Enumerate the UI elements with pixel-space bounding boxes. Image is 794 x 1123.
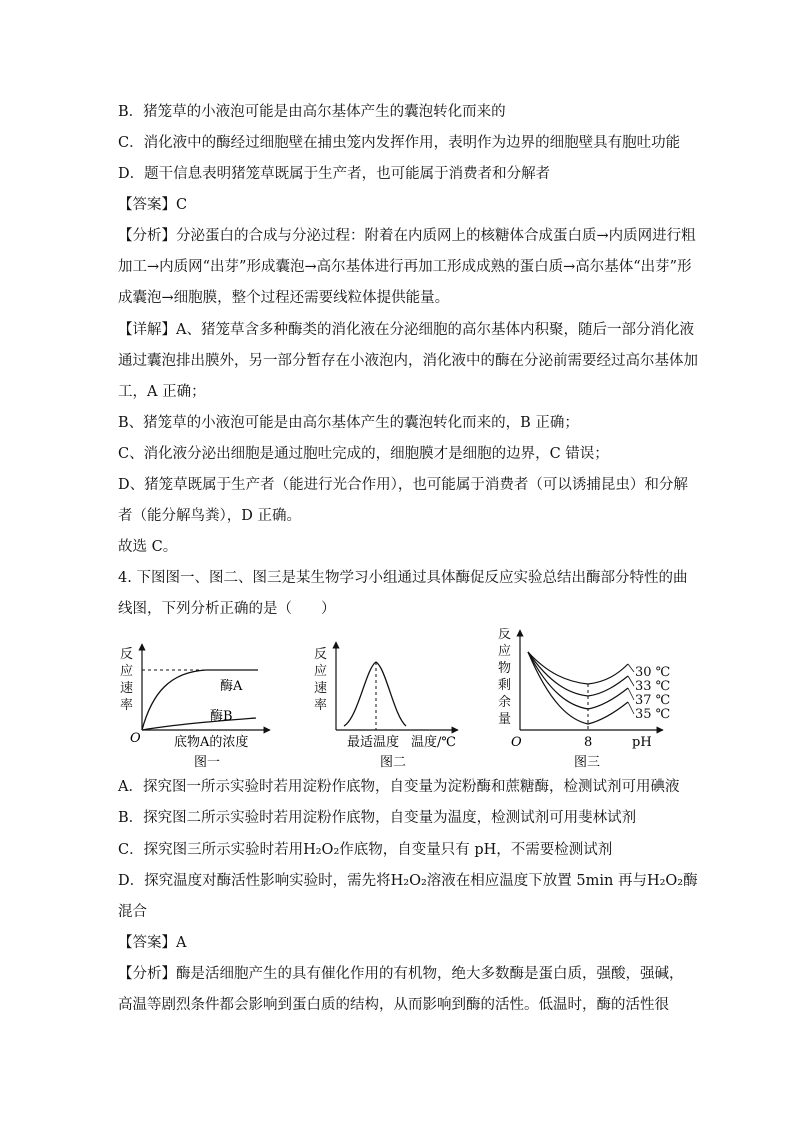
fig2-ylabel-3: 速 — [314, 681, 328, 696]
fig3-caption: 图三 — [574, 755, 601, 770]
fig3-temp-37: 37 ℃ — [635, 693, 671, 708]
analysis-prev-2: 加工→内质网“出芽”形成囊泡→高尔基体进行再加工形成成熟的蛋白质→高尔基体“出芽”形 — [118, 259, 692, 275]
fig1-xlabel: 底物A的浓度 — [174, 735, 249, 750]
detail-prev-4: B、猪笼草的小液泡可能是由高尔基体产生的囊泡转化而来的，B 正确； — [118, 415, 579, 431]
detail-prev-3: 工，A 正确； — [118, 384, 206, 400]
analysis-1: 【分析】酶是活细胞产生的具有催化作用的有机物，绝大多数酶是蛋白质，强酸，强碱， — [118, 966, 684, 982]
fig1-ylabel-3: 速 — [120, 681, 134, 696]
fig2-ylabel-4: 率 — [314, 698, 328, 713]
fig3-leader-35 — [628, 702, 634, 714]
fig3-leader-33 — [628, 676, 634, 686]
fig3-ylabel-3: 物 — [498, 661, 512, 676]
fig1-label-a: 酶A — [220, 679, 243, 694]
detail-prev-8: 故选 C。 — [118, 539, 178, 555]
figure-3 — [498, 628, 670, 770]
figure-row — [118, 628, 678, 778]
fig3-ylabel-5: 余 — [498, 695, 512, 710]
answer: 【答案】A — [118, 935, 187, 951]
detail-prev-1: 【详解】A、猪笼草含多种酶类的消化液在分泌细胞的高尔基体内积聚，随后一部分消化液 — [118, 322, 694, 338]
fig3-xtick: 8 — [584, 735, 593, 750]
fig3-leader-30 — [628, 664, 634, 672]
fig1-label-b: 酶B — [210, 709, 233, 724]
detail-prev-5: C、消化液分泌出细胞是通过胞吐完成的，细胞膜才是细胞的边界，C 错误； — [118, 446, 609, 462]
analysis-2: 高温等剧烈条件都会影响到蛋白质的结构，从而影响到酶的活性。低温时，酶的活性很 — [118, 997, 669, 1013]
fig3-ylabel-2: 应 — [498, 644, 512, 659]
fig2-ylabel-2: 应 — [314, 664, 328, 679]
fig1-origin: O — [130, 731, 141, 746]
fig3-ylabel-1: 反 — [498, 628, 512, 642]
detail-prev-7: 者（能分解鸟粪），D 正确。 — [118, 508, 301, 524]
fig3-temp-33: 33 ℃ — [635, 679, 671, 694]
fig3-curve-30 — [528, 652, 628, 684]
figure-1 — [120, 644, 270, 770]
fig1-ylabel-2: 应 — [120, 664, 134, 679]
figure-2 — [314, 642, 458, 770]
analysis-prev-1: 【分析】分泌蛋白的合成与分泌过程：附着在内质网上的核糖体合成蛋白质→内质网进行粗 — [118, 228, 696, 244]
answer-prev: 【答案】C — [118, 197, 188, 213]
fig3-curve-33 — [528, 652, 628, 696]
fig1-ylabel-1: 反 — [120, 647, 134, 662]
fig3-ylabel-4: 剩 — [498, 678, 512, 693]
fig3-curve-37 — [528, 652, 628, 709]
opt-d-prev: D．题干信息表明猪笼草既属于生产者，也可能属于消费者和分解者 — [118, 166, 551, 182]
option-c: C．探究图三所示实验时若用H₂O₂作底物，自变量只有 pH，不需要检测试剂 — [118, 842, 613, 858]
option-a: A．探究图一所示实验时若用淀粉作底物，自变量为淀粉酶和蔗糖酶，检测试剂可用碘液 — [118, 779, 680, 795]
fig3-origin: O — [511, 735, 522, 750]
fig1-caption: 图一 — [194, 755, 221, 770]
fig3-ylabel-6: 量 — [498, 712, 512, 727]
q4-stem-2: 线图，下列分析正确的是（ ） — [118, 601, 336, 617]
detail-prev-6: D、猪笼草既属于生产者（能进行光合作用），也可能属于消费者（可以诱捕昆虫）和分解 — [118, 477, 688, 493]
fig2-caption: 图二 — [380, 755, 407, 770]
fig2-xtick: 最适温度 — [347, 735, 400, 750]
fig1-ylabel-4: 率 — [120, 698, 134, 713]
fig1-curve-enzyme-b — [142, 718, 256, 730]
fig3-temp-35: 35 ℃ — [635, 707, 671, 722]
option-d-line-2: 混合 — [118, 904, 147, 920]
fig2-xlabel: 温度/℃ — [411, 735, 456, 750]
fig3-xlabel: pH — [632, 735, 652, 750]
q4-stem-1: 4. 下图图一、图二、图三是某生物学习小组通过具体酶促反应实验总结出酶部分特性的曲 — [118, 570, 688, 586]
opt-c-prev: C．消化液中的酶经过细胞壁在捕虫笼内发挥作用，表明作为边界的细胞壁具有胞吐功能 — [118, 135, 681, 151]
fig3-curve-35 — [528, 652, 628, 724]
figures-svg — [118, 628, 678, 778]
analysis-prev-3: 成囊泡→细胞膜，整个过程还需要线粒体提供能量。 — [118, 290, 450, 306]
fig2-ylabel-1: 反 — [314, 647, 328, 662]
detail-prev-2: 通过囊泡排出膜外，另一部分暂存在小液泡内，消化液中的酶在分泌前需要经过高尔基体加 — [118, 353, 698, 369]
option-d-line-1: D．探究温度对酶活性影响实验时，需先将H₂O₂溶液在相应温度下放置 5min 再与H₂O₂酶 — [118, 873, 698, 889]
fig2-bell-curve — [344, 662, 406, 726]
option-b: B．探究图二所示实验时若用淀粉作底物，自变量为温度，检测试剂可用斐林试剂 — [118, 810, 637, 826]
opt-b-prev: B．猪笼草的小液泡可能是由高尔基体产生的囊泡转化而来的 — [118, 104, 506, 120]
fig3-temp-30: 30 ℃ — [635, 665, 671, 680]
fig3-leader-37 — [628, 688, 634, 700]
